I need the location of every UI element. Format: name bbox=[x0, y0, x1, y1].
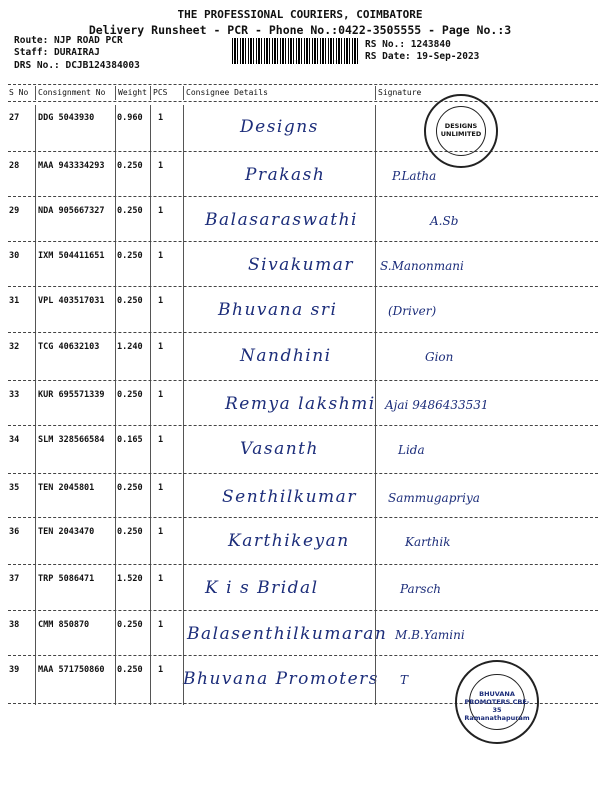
row-column-rule bbox=[183, 153, 184, 198]
row-column-rule bbox=[150, 105, 151, 153]
row-signature: M.B.Yamini bbox=[395, 628, 465, 642]
row-pcs: 1 bbox=[158, 527, 164, 537]
row-column-rule bbox=[35, 612, 36, 657]
header-divider bbox=[8, 84, 598, 85]
row-column-rule bbox=[375, 427, 376, 475]
row-sno: 39 bbox=[9, 665, 20, 675]
row-consignment: DDG 5043930 bbox=[38, 113, 95, 123]
row-pcs: 1 bbox=[158, 665, 164, 675]
column-rule-5 bbox=[375, 86, 376, 100]
row-consignment: VPL 403517031 bbox=[38, 296, 105, 306]
col-header-weight: Weight bbox=[118, 88, 147, 97]
row-column-rule bbox=[35, 427, 36, 475]
row-column-rule bbox=[375, 105, 376, 153]
row-consignee: Vasanth bbox=[240, 439, 319, 459]
row-signature: Ajai 9486433531 bbox=[385, 398, 489, 412]
row-column-rule bbox=[150, 198, 151, 243]
row-consignment: CMM 850870 bbox=[38, 620, 90, 630]
row-weight: 1.240 bbox=[117, 342, 143, 352]
row-pcs: 1 bbox=[158, 296, 164, 306]
row-sno: 36 bbox=[9, 527, 20, 537]
row-column-rule bbox=[183, 382, 184, 427]
row-sno: 37 bbox=[9, 574, 20, 584]
row-sno: 34 bbox=[9, 435, 20, 445]
row-sno: 32 bbox=[9, 342, 20, 352]
row-consignee: Designs bbox=[240, 117, 319, 137]
row-consignment: MAA 943334293 bbox=[38, 161, 105, 171]
row-column-rule bbox=[183, 519, 184, 566]
row-divider bbox=[8, 655, 598, 656]
row-column-rule bbox=[35, 566, 36, 612]
row-pcs: 1 bbox=[158, 574, 164, 584]
row-consignment: MAA 571750860 bbox=[38, 665, 105, 675]
row-pcs: 1 bbox=[158, 206, 164, 216]
row-column-rule bbox=[150, 612, 151, 657]
row-column-rule bbox=[375, 382, 376, 427]
row-weight: 0.250 bbox=[117, 206, 143, 216]
col-header-pcs: PCS bbox=[153, 88, 168, 97]
column-rule-2 bbox=[115, 86, 116, 100]
drs-number: DRS No.: DCJB124384003 bbox=[14, 60, 140, 71]
row-divider bbox=[8, 286, 598, 287]
col-header-consignee: Consignee Details bbox=[186, 88, 268, 97]
row-weight: 0.250 bbox=[117, 161, 143, 171]
row-weight: 1.520 bbox=[117, 574, 143, 584]
row-consignee: K i s Bridal bbox=[205, 578, 319, 598]
row-divider bbox=[8, 151, 598, 152]
row-sno: 35 bbox=[9, 483, 20, 493]
row-sno: 33 bbox=[9, 390, 20, 400]
row-column-rule bbox=[150, 427, 151, 475]
col-header-sno: S No bbox=[9, 88, 29, 97]
row-signature: Sammugapriya bbox=[388, 491, 480, 505]
row-column-rule bbox=[150, 243, 151, 288]
row-column-rule bbox=[115, 475, 116, 519]
column-rule-1 bbox=[35, 86, 36, 100]
column-rule-3 bbox=[150, 86, 151, 100]
row-consignment: IXM 504411651 bbox=[38, 251, 105, 261]
row-pcs: 1 bbox=[158, 483, 164, 493]
row-signature: (Driver) bbox=[388, 304, 437, 318]
row-signature: Karthik bbox=[405, 535, 451, 549]
bhuvana-stamp-text: BHUVANA PROMOTERS CBE-35 Ramanathapuram bbox=[464, 690, 530, 722]
row-column-rule bbox=[115, 198, 116, 243]
row-sno: 31 bbox=[9, 296, 20, 306]
row-column-rule bbox=[150, 153, 151, 198]
column-rule-4 bbox=[183, 86, 184, 100]
row-column-rule bbox=[115, 334, 116, 382]
header-bottom-divider bbox=[8, 101, 598, 102]
route-label: Route: NJP ROAD PCR bbox=[14, 35, 123, 46]
row-column-rule bbox=[115, 105, 116, 153]
row-column-rule bbox=[115, 153, 116, 198]
row-column-rule bbox=[375, 566, 376, 612]
row-column-rule bbox=[183, 427, 184, 475]
row-divider bbox=[8, 332, 598, 333]
row-consignment: SLM 328566584 bbox=[38, 435, 105, 445]
row-column-rule bbox=[183, 612, 184, 657]
row-sno: 30 bbox=[9, 251, 20, 261]
row-column-rule bbox=[375, 519, 376, 566]
row-sno: 28 bbox=[9, 161, 20, 171]
row-weight: 0.165 bbox=[117, 435, 143, 445]
row-column-rule bbox=[183, 243, 184, 288]
row-column-rule bbox=[115, 519, 116, 566]
row-column-rule bbox=[35, 334, 36, 382]
row-pcs: 1 bbox=[158, 435, 164, 445]
runsheet-subtitle: Delivery Runsheet - PCR - Phone No.:0422-3505555 - Page No.:3 bbox=[88, 23, 512, 37]
row-divider bbox=[8, 610, 598, 611]
bhuvana-stamp bbox=[455, 660, 539, 744]
row-column-rule bbox=[35, 105, 36, 153]
row-divider bbox=[8, 473, 598, 474]
row-column-rule bbox=[35, 519, 36, 566]
row-consignment: TRP 5086471 bbox=[38, 574, 95, 584]
row-sno: 38 bbox=[9, 620, 20, 630]
row-pcs: 1 bbox=[158, 251, 164, 261]
row-signature: A.Sb bbox=[430, 214, 459, 228]
row-column-rule bbox=[183, 657, 184, 705]
row-column-rule bbox=[150, 566, 151, 612]
row-column-rule bbox=[183, 198, 184, 243]
row-column-rule bbox=[375, 198, 376, 243]
row-divider bbox=[8, 380, 598, 381]
row-column-rule bbox=[183, 475, 184, 519]
rs-number: RS No.: 1243840 bbox=[365, 39, 451, 50]
row-consignee: Prakash bbox=[245, 165, 326, 185]
row-column-rule bbox=[35, 288, 36, 334]
row-column-rule bbox=[150, 288, 151, 334]
row-column-rule bbox=[150, 334, 151, 382]
row-pcs: 1 bbox=[158, 390, 164, 400]
row-consignee: Balasenthilkumaran bbox=[187, 624, 388, 644]
row-signature: S.Manonmani bbox=[380, 259, 464, 273]
row-column-rule bbox=[115, 657, 116, 705]
row-column-rule bbox=[375, 153, 376, 198]
row-column-rule bbox=[375, 288, 376, 334]
row-weight: 0.250 bbox=[117, 527, 143, 537]
col-header-signature: Signature bbox=[378, 88, 422, 97]
row-column-rule bbox=[150, 657, 151, 705]
row-weight: 0.250 bbox=[117, 665, 143, 675]
row-column-rule bbox=[115, 288, 116, 334]
row-signature: Gion bbox=[425, 350, 454, 364]
row-column-rule bbox=[115, 427, 116, 475]
row-consignment: NDA 905667327 bbox=[38, 206, 105, 216]
row-consignee: Bhuvana sri bbox=[218, 300, 338, 320]
row-column-rule bbox=[150, 519, 151, 566]
row-sno: 27 bbox=[9, 113, 20, 123]
row-signature: Lida bbox=[398, 443, 425, 457]
row-consignee: Karthikeyan bbox=[228, 531, 350, 551]
designs-stamp bbox=[424, 94, 498, 168]
row-column-rule bbox=[35, 153, 36, 198]
row-consignee: Nandhini bbox=[240, 346, 332, 366]
row-weight: 0.250 bbox=[117, 390, 143, 400]
row-column-rule bbox=[150, 382, 151, 427]
row-divider bbox=[8, 196, 598, 197]
row-divider bbox=[8, 425, 598, 426]
row-consignment: KUR 695571339 bbox=[38, 390, 105, 400]
row-column-rule bbox=[375, 334, 376, 382]
row-consignee: Sivakumar bbox=[248, 255, 354, 275]
row-sno: 29 bbox=[9, 206, 20, 216]
row-column-rule bbox=[375, 657, 376, 705]
row-signature: P.Latha bbox=[392, 169, 437, 183]
row-pcs: 1 bbox=[158, 161, 164, 171]
row-pcs: 1 bbox=[158, 620, 164, 630]
row-consignee: Remya lakshmi bbox=[225, 394, 376, 414]
row-weight: 0.960 bbox=[117, 113, 143, 123]
row-column-rule bbox=[115, 382, 116, 427]
row-weight: 0.250 bbox=[117, 620, 143, 630]
row-pcs: 1 bbox=[158, 342, 164, 352]
row-column-rule bbox=[183, 334, 184, 382]
row-weight: 0.250 bbox=[117, 296, 143, 306]
runsheet-title: THE PROFESSIONAL COURIERS, COIMBATORE bbox=[177, 8, 423, 21]
designs-stamp-text: DESIGNS UNLIMITED bbox=[440, 122, 482, 138]
staff-label: Staff: DURAIRAJ bbox=[14, 47, 100, 58]
row-signature: T bbox=[400, 673, 409, 687]
row-weight: 0.250 bbox=[117, 483, 143, 493]
row-column-rule bbox=[115, 566, 116, 612]
row-signature: Parsch bbox=[400, 582, 442, 596]
row-column-rule bbox=[35, 243, 36, 288]
row-divider bbox=[8, 517, 598, 518]
row-consignment: TEN 2043470 bbox=[38, 527, 95, 537]
barcode bbox=[232, 38, 358, 64]
row-divider bbox=[8, 241, 598, 242]
row-column-rule bbox=[115, 243, 116, 288]
row-column-rule bbox=[183, 566, 184, 612]
row-consignment: TCG 40632103 bbox=[38, 342, 100, 352]
row-column-rule bbox=[375, 243, 376, 288]
row-column-rule bbox=[35, 475, 36, 519]
row-column-rule bbox=[183, 288, 184, 334]
row-pcs: 1 bbox=[158, 113, 164, 123]
row-column-rule bbox=[150, 475, 151, 519]
row-column-rule bbox=[35, 198, 36, 243]
row-consignment: TEN 2045801 bbox=[38, 483, 95, 493]
rs-date: RS Date: 19-Sep-2023 bbox=[365, 51, 480, 62]
row-divider bbox=[8, 564, 598, 565]
row-column-rule bbox=[183, 105, 184, 153]
row-weight: 0.250 bbox=[117, 251, 143, 261]
row-column-rule bbox=[375, 612, 376, 657]
row-consignee: Senthilkumar bbox=[222, 487, 357, 507]
row-column-rule bbox=[115, 612, 116, 657]
row-consignee: Bhuvana Promoters bbox=[183, 669, 380, 689]
row-column-rule bbox=[35, 382, 36, 427]
col-header-consignment: Consignment No bbox=[38, 88, 106, 97]
row-column-rule bbox=[375, 475, 376, 519]
row-column-rule bbox=[35, 657, 36, 705]
row-consignee: Balasaraswathi bbox=[205, 210, 358, 230]
